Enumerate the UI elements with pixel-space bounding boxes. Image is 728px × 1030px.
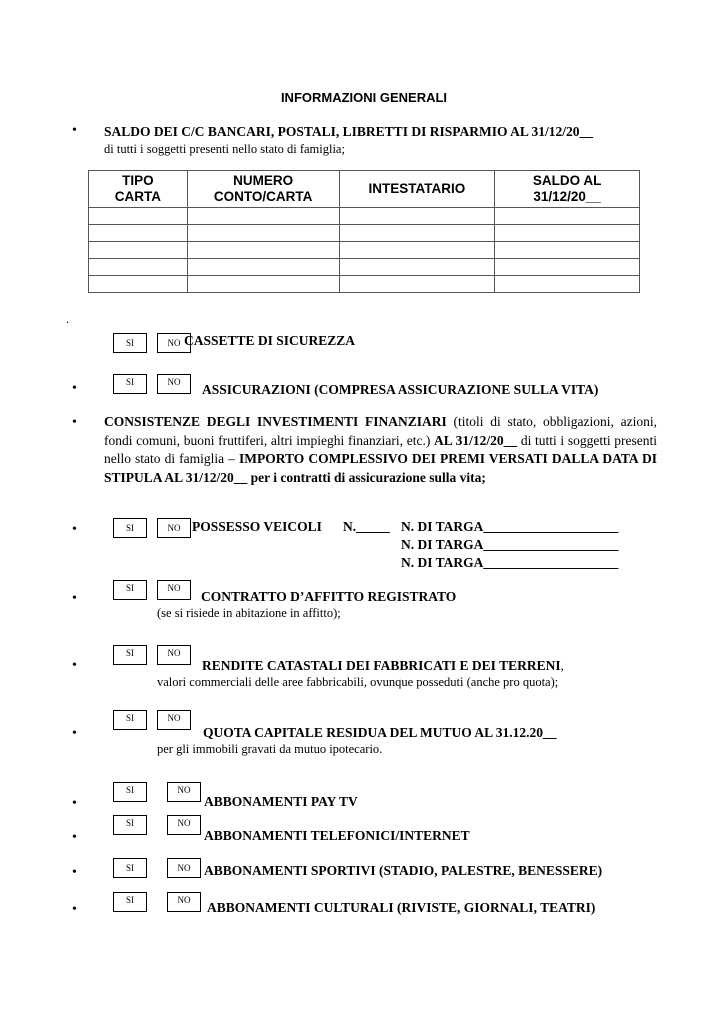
no-checkbox[interactable]: NO: [157, 710, 191, 730]
subscription-label: ABBONAMENTI TELEFONICI/INTERNET: [204, 828, 470, 843]
no-checkbox[interactable]: NO: [167, 858, 201, 878]
bullet-icon: •: [72, 123, 77, 138]
rent-label: CONTRATTO D’AFFITTO REGISTRATO: [201, 589, 457, 604]
table-row: [89, 208, 640, 225]
table-row: [89, 276, 640, 293]
bullet-icon: •: [72, 591, 77, 606]
subscription-label: ABBONAMENTI CULTURALI (RIVISTE, GIORNALI, TEATRI): [207, 900, 596, 915]
plate-line[interactable]: N. DI TARGA____________________: [401, 555, 619, 570]
balances-heading: SALDO DEI C/C BANCARI, POSTALI, LIBRETTI DI RISPARMIO AL 31/12/20__: [104, 124, 593, 139]
si-checkbox[interactable]: SI: [113, 710, 147, 730]
vehicles-count[interactable]: N._____: [343, 519, 390, 534]
header-saldo: SALDO AL 31/12/20__: [495, 171, 640, 208]
si-checkbox[interactable]: SI: [113, 645, 147, 665]
mortgage-note: per gli immobili gravati da mutuo ipotecario.: [157, 742, 383, 756]
no-checkbox[interactable]: NO: [157, 374, 191, 394]
si-checkbox[interactable]: SI: [113, 374, 147, 394]
stray-mark: .: [66, 312, 70, 326]
table-row: [89, 242, 640, 259]
si-checkbox[interactable]: SI: [113, 333, 147, 353]
bullet-icon: •: [72, 415, 77, 430]
no-checkbox[interactable]: NO: [157, 518, 191, 538]
investments-paragraph: CONSISTENZE DEGLI INVESTIMENTI FINANZIARI (titoli di stato, obbligazioni, azioni, fondi comuni, buoni fruttiferi, altri impieghi finanziari, etc.) AL 31/12/20__ di tutti i soggetti presenti nello stato di famiglia – IMPORTO COMPLESSIVO DEI PREMI VERSATI DALLA DATA DI STIPULA AL 31/12/20__ per i contratti di assicurazione sulla vita;: [104, 414, 657, 485]
no-checkbox[interactable]: NO: [157, 333, 191, 353]
table-row: [89, 225, 640, 242]
bullet-icon: •: [72, 796, 77, 811]
no-checkbox[interactable]: NO: [167, 815, 201, 835]
safe-deposit-label: CASSETTE DI SICUREZZA: [184, 333, 356, 348]
no-checkbox[interactable]: NO: [157, 645, 191, 665]
bullet-icon: •: [72, 658, 77, 673]
si-checkbox[interactable]: SI: [113, 580, 147, 600]
bullet-icon: •: [72, 830, 77, 845]
plate-line[interactable]: N. DI TARGA____________________: [401, 537, 619, 552]
balances-subtext: di tutti i soggetti presenti nello stato di famiglia;: [104, 142, 345, 156]
subscription-label: ABBONAMENTI PAY TV: [204, 794, 358, 809]
si-checkbox[interactable]: SI: [113, 892, 147, 912]
bullet-icon: •: [72, 522, 77, 537]
si-checkbox[interactable]: SI: [113, 518, 147, 538]
header-numero-conto: NUMERO CONTO/CARTA: [187, 171, 339, 208]
si-checkbox[interactable]: SI: [113, 782, 147, 802]
table-header-row: [89, 171, 640, 208]
cadastral-heading: RENDITE CATASTALI DEI FABBRICATI E DEI TERRENI,: [202, 658, 564, 673]
mortgage-label: QUOTA CAPITALE RESIDUA DEL MUTUO AL 31.12.20__: [203, 725, 557, 740]
table-row: [89, 259, 640, 276]
page-title: INFORMAZIONI GENERALI: [280, 90, 448, 105]
balances-table: [88, 170, 640, 293]
subscription-label: ABBONAMENTI SPORTIVI (STADIO, PALESTRE, BENESSERE): [204, 863, 603, 878]
plate-line[interactable]: N. DI TARGA____________________: [401, 519, 619, 534]
header-intestatario: INTESTATARIO: [339, 171, 495, 208]
bullet-icon: •: [72, 902, 77, 917]
bullet-icon: •: [72, 381, 77, 396]
si-checkbox[interactable]: SI: [113, 858, 147, 878]
no-checkbox[interactable]: NO: [167, 782, 201, 802]
rent-note: (se si risiede in abitazione in affitto);: [157, 606, 341, 620]
cadastral-label: RENDITE CATASTALI DEI FABBRICATI E DEI TERRENI: [202, 658, 561, 673]
vehicles-label: POSSESSO VEICOLI: [192, 519, 322, 534]
cadastral-note: valori commerciali delle aree fabbricabili, ovunque posseduti (anche pro quota);: [157, 675, 559, 689]
si-checkbox[interactable]: SI: [113, 815, 147, 835]
bullet-icon: •: [72, 726, 77, 741]
header-tipo-carta: TIPO CARTA: [89, 171, 188, 208]
bullet-icon: •: [72, 865, 77, 880]
insurance-label: ASSICURAZIONI (COMPRESA ASSICURAZIONE SULLA VITA): [202, 382, 599, 397]
no-checkbox[interactable]: NO: [157, 580, 191, 600]
no-checkbox[interactable]: NO: [167, 892, 201, 912]
